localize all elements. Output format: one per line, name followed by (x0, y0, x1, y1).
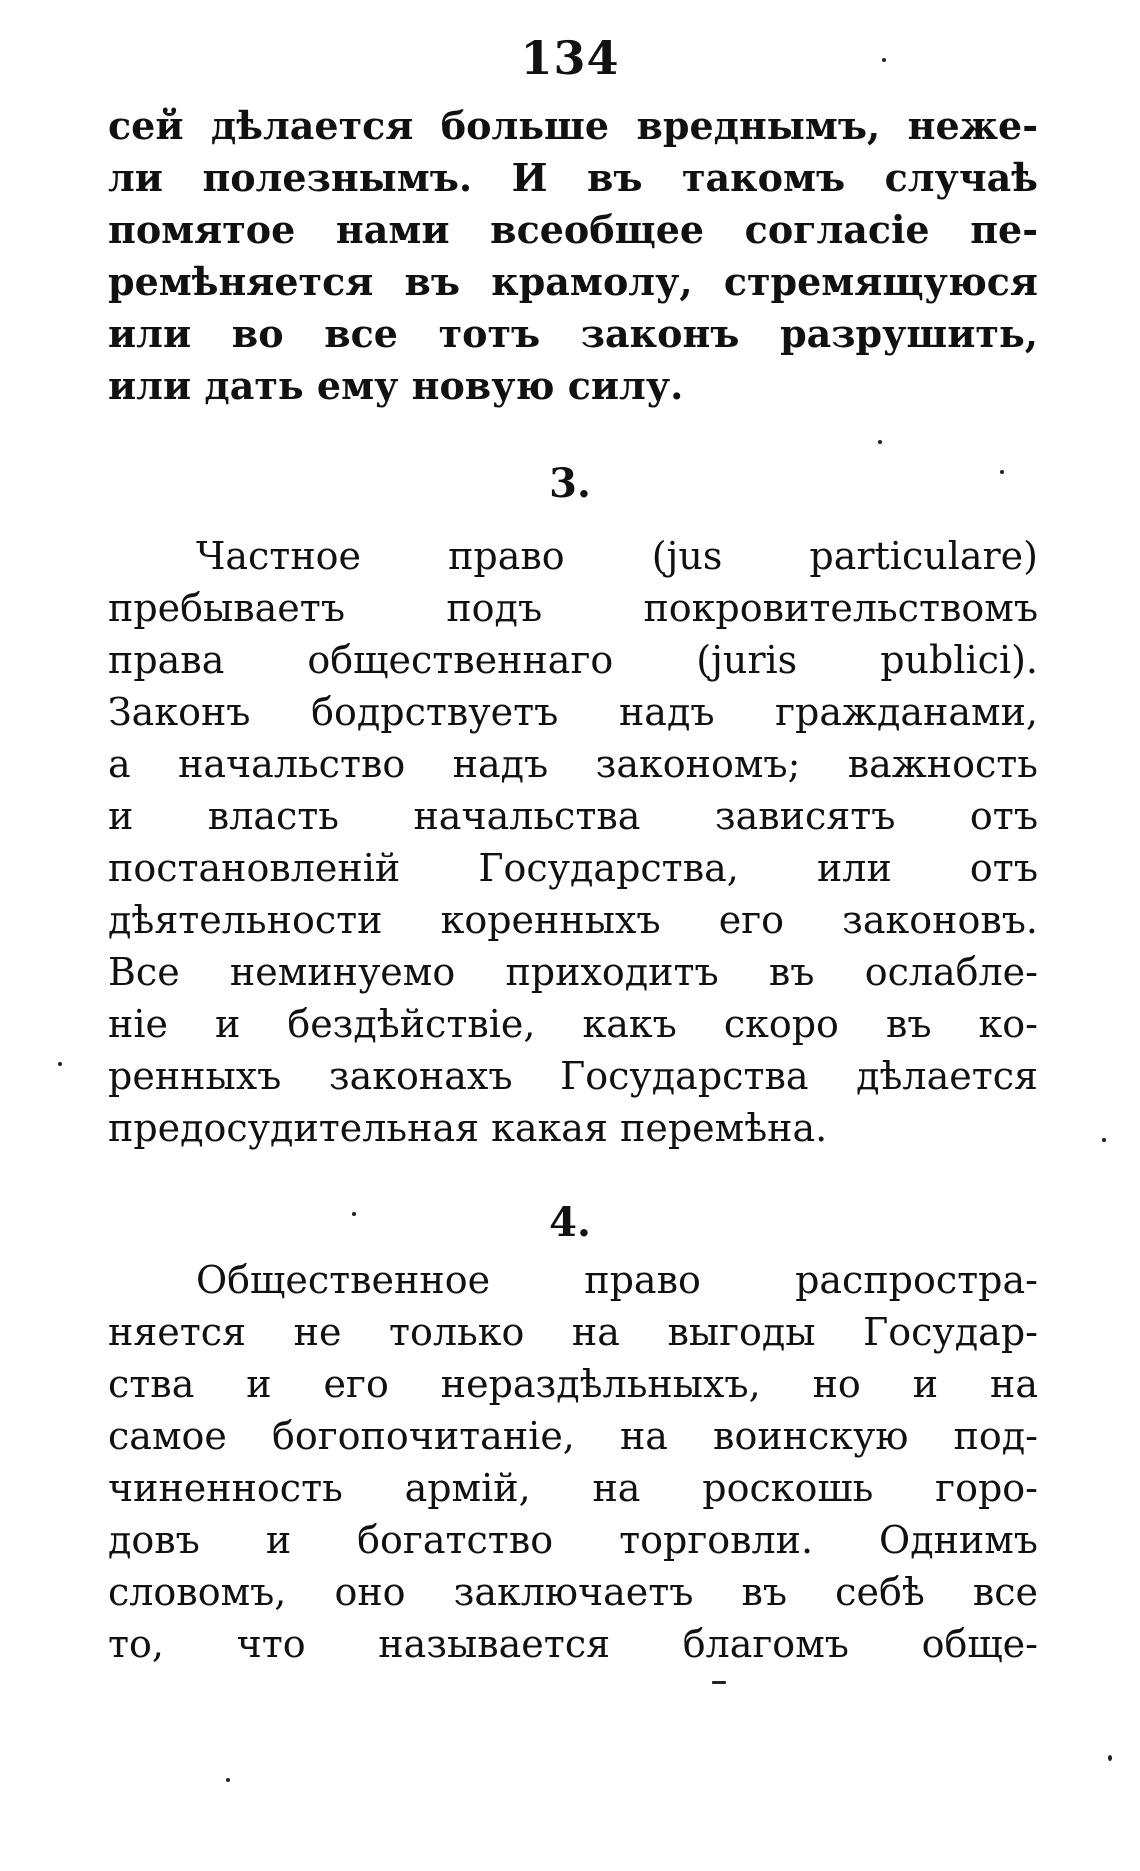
section-4-line: словомъ, оно заключаетъ въ себѣ все (108, 1570, 1038, 1614)
scan-speck (878, 440, 882, 444)
scan-speck (1102, 1138, 1106, 1142)
section-3-paragraph (108, 530, 1038, 1154)
page-number: 134 (520, 31, 620, 85)
intro-line: ли полезнымъ. И въ такомъ случаѣ (108, 155, 1038, 200)
section-3-line: ренныхъ законахъ Государства дѣлается (108, 1054, 1038, 1098)
section-4-line: довъ и богатство торговли. Однимъ (108, 1518, 1038, 1562)
scan-speck (712, 1681, 726, 1684)
section-4-line: няется не только на выгоды Государ- (108, 1310, 1038, 1354)
section-3-line: дѣятельности коренныхъ его законовъ. (108, 898, 1038, 942)
section-3-line: права общественнаго (juris publici). (108, 638, 1038, 682)
section-3-line: Частное право (jus particulare) (196, 534, 1038, 578)
section-3-line: постановленій Государства, или отъ (108, 846, 1038, 890)
scan-speck (1000, 470, 1004, 474)
section-3-line: ніе и бездѣйствіе, какъ скоро въ ко- (108, 1002, 1038, 1046)
intro-line: или во все тотъ законъ разрушить, (108, 311, 1038, 356)
section-4-line: Общественное право распростра- (196, 1258, 1038, 1302)
intro-line: сей дѣлается больше вреднымъ, неже- (108, 103, 1038, 148)
intro-paragraph (108, 100, 1038, 412)
section-3-line: и власть начальства зависятъ отъ (108, 794, 1038, 838)
intro-line: ремѣняется въ крамолу, стремящуюся (108, 259, 1038, 304)
scan-speck (882, 58, 886, 62)
section-3-line: предосудительная какая перемѣна. (108, 1106, 828, 1150)
section-4-line: самое богопочитаніе, на воинскую под- (108, 1414, 1038, 1458)
scan-speck (58, 1062, 62, 1066)
scan-speck (226, 1778, 230, 1782)
section-number-3: 3. (549, 460, 591, 507)
scan-speck (1108, 1755, 1112, 1761)
section-4-paragraph (108, 1254, 1038, 1670)
section-3-line: пребываетъ подъ покровительствомъ (108, 586, 1038, 630)
intro-line: или дать ему новую силу. (108, 363, 684, 408)
section-number-4: 4. (549, 1199, 591, 1246)
scan-speck (352, 1212, 356, 1216)
intro-line: помятое нами всеобщее согласіе пе- (108, 207, 1038, 252)
section-3-line: Законъ бодрствуетъ надъ гражданами, (108, 690, 1038, 734)
section-4-line: чиненность армій, на роскошь горо- (108, 1466, 1038, 1510)
section-3-line: Все неминуемо приходитъ въ ослабле- (108, 950, 1038, 994)
section-3-line: а начальство надъ закономъ; важность (108, 742, 1038, 786)
section-4-line: ства и его нераздѣльныхъ, но и на (108, 1362, 1038, 1406)
section-4-line: то, что называется благомъ обще- (108, 1622, 1038, 1666)
